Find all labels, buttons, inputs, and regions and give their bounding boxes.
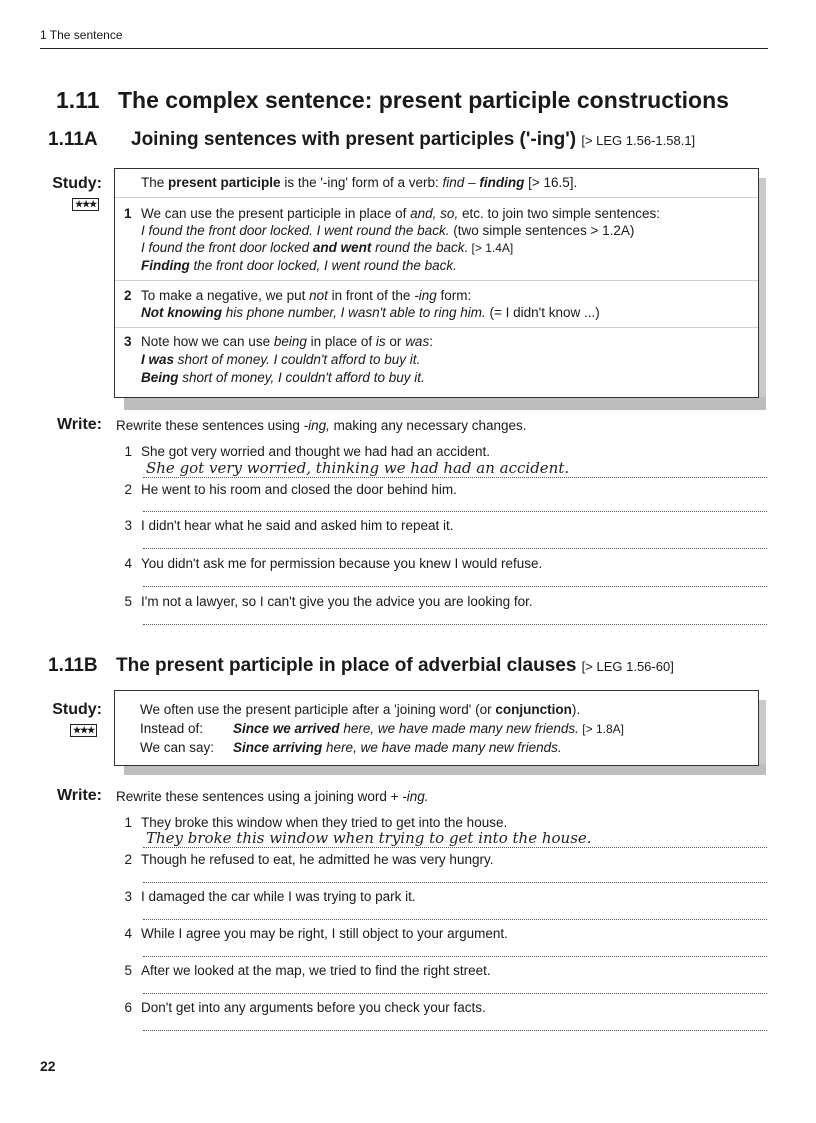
part-b-reference: [> LEG 1.56-60] xyxy=(581,659,674,674)
text-run: [> 1.4A] xyxy=(468,241,514,255)
text-run: here, we have made many new friends. xyxy=(339,721,579,736)
text-run: Since arriving xyxy=(233,740,323,755)
part-b-title-text: The present participle in place of adverbial clauses xyxy=(116,655,577,676)
answer-line[interactable] xyxy=(143,546,767,549)
intro-ex1: find xyxy=(442,175,465,190)
text-run: : xyxy=(429,334,433,349)
exercise-number: 1 xyxy=(124,815,132,830)
text-run: I found the front door locked xyxy=(141,240,313,255)
part-b-title xyxy=(116,655,674,677)
text-run: Since we arrived xyxy=(233,721,340,736)
text-run: form: xyxy=(436,288,472,303)
exercise-number: 3 xyxy=(124,889,132,904)
intro-line xyxy=(141,173,577,192)
text-run: (two simple sentences > 1.2A) xyxy=(449,223,635,238)
text-run: his phone number, I wasn't able to ring him. xyxy=(222,305,486,320)
exercise-prompt: He went to his room and closed the door behind him. xyxy=(141,482,457,497)
exercise-prompt: You didn't ask me for permission because you knew I would refuse. xyxy=(141,556,543,571)
part-a-number: 1.11A xyxy=(48,129,98,150)
exercise-prompt: I didn't hear what he said and asked him to repeat it. xyxy=(141,518,454,533)
answer-line[interactable] xyxy=(143,509,767,512)
study-b-line-2 xyxy=(233,719,624,739)
point-number-3: 3 xyxy=(124,334,132,349)
intro-mid: is the '-ing' form of a verb: xyxy=(280,175,443,190)
exercise-number: 1 xyxy=(124,444,132,459)
text-run: ). xyxy=(571,702,581,717)
study-b-line-3 xyxy=(233,738,562,757)
intro-ref: [> 16.5]. xyxy=(524,175,578,190)
text-run: I was xyxy=(141,352,175,367)
difficulty-stars-b xyxy=(70,720,97,738)
text-run: making any necessary changes. xyxy=(329,418,527,433)
study-b-line-3-label: We can say: xyxy=(140,740,215,755)
text-run: etc. to join two simple sentences: xyxy=(458,206,661,221)
text-run: We often use the present participle after a 'joining word' (or xyxy=(140,702,496,717)
star-rating-icon: ★★★ xyxy=(70,724,97,737)
exercise-number: 2 xyxy=(124,482,132,497)
text-run: Note how we can use xyxy=(141,334,274,349)
point-number-2: 2 xyxy=(124,288,132,303)
write-instruction-b xyxy=(116,787,429,806)
text-run: Rewrite these sentences using xyxy=(116,418,304,433)
answer-line[interactable] xyxy=(143,991,767,994)
intro-ex2: finding xyxy=(479,175,525,190)
answer-line[interactable] xyxy=(143,954,767,957)
text-run: in place of xyxy=(306,334,376,349)
text-run: the front door locked, I went round the back. xyxy=(189,258,457,273)
study-b-line-1 xyxy=(140,700,580,719)
exercise-prompt: Though he refused to eat, he admitted he was very hungry. xyxy=(141,852,494,867)
point-number-1: 1 xyxy=(124,206,132,221)
text-run: being xyxy=(273,334,307,349)
answer-line[interactable] xyxy=(143,1028,767,1031)
exercise-number: 6 xyxy=(124,1000,132,1015)
intro-dash: – xyxy=(464,175,480,190)
text-run: Finding xyxy=(141,258,190,273)
text-run: -ing. xyxy=(402,789,429,804)
header-rule xyxy=(40,48,768,49)
text-run: in front of the xyxy=(327,288,415,303)
text-run: here, we have made many new friends. xyxy=(322,740,562,755)
exercise-number: 4 xyxy=(124,926,132,941)
text-run: -ing, xyxy=(303,418,330,433)
text-run: (= I didn't know ...) xyxy=(485,305,600,320)
exercise-number: 5 xyxy=(124,963,132,978)
section-title: The complex sentence: present participle constructions xyxy=(118,87,729,113)
section-number: 1.11 xyxy=(56,87,100,113)
write-label-a: Write: xyxy=(56,416,102,433)
page-number: 22 xyxy=(40,1058,56,1074)
part-a-reference: [> LEG 1.56-1.58.1] xyxy=(581,133,696,148)
text-run: short of money, I couldn't afford to buy it. xyxy=(178,370,425,385)
text-run: and went xyxy=(312,240,372,255)
text-run: is xyxy=(375,334,386,349)
separator xyxy=(115,327,758,328)
exercise-prompt: Don't get into any arguments before you check your facts. xyxy=(141,1000,486,1015)
exercise-number: 5 xyxy=(124,594,132,609)
study-label-b: Study: xyxy=(52,701,102,718)
exercise-prompt: She got very worried and thought we had had an accident. xyxy=(141,444,490,459)
answer-line[interactable] xyxy=(143,584,767,587)
text-run: Being xyxy=(141,370,179,385)
separator xyxy=(115,197,758,198)
text-run: Rewrite these sentences using a joining word + xyxy=(116,789,403,804)
intro-term: present participle xyxy=(168,175,281,190)
write-instruction-a xyxy=(116,416,526,435)
part-a-title xyxy=(131,129,695,151)
handwritten-answer: They broke this window when trying to get into the house. xyxy=(146,829,592,847)
answer-line[interactable] xyxy=(143,917,767,920)
text-run: was xyxy=(405,334,430,349)
star-rating-icon: ★★★ xyxy=(72,198,99,211)
handwritten-answer: She got very worried, thinking we had had an accident. xyxy=(146,459,570,477)
text-run: -ing xyxy=(414,288,437,303)
box-shadow-bottom-a xyxy=(124,397,766,410)
exercise-prompt: I'm not a lawyer, so I can't give you the advice you are looking for. xyxy=(141,594,533,609)
point-1-example-3 xyxy=(141,256,457,275)
text-run: To make a negative, we put xyxy=(141,288,310,303)
exercise-number: 3 xyxy=(124,518,132,533)
part-b-number: 1.11B xyxy=(48,655,98,676)
answer-line[interactable] xyxy=(143,880,767,883)
exercise-prompt: I damaged the car while I was trying to park it. xyxy=(141,889,416,904)
exercise-prompt: After we looked at the map, we tried to find the right street. xyxy=(141,963,491,978)
exercise-prompt: They broke this window when they tried to get into the house. xyxy=(141,815,508,830)
write-label-b: Write: xyxy=(56,787,102,804)
text-run: Not knowing xyxy=(141,305,222,320)
text-run: short of money. I couldn't afford to buy it. xyxy=(174,352,421,367)
text-run: not xyxy=(309,288,328,303)
point-3-example-1 xyxy=(141,350,420,369)
text-run: or xyxy=(385,334,406,349)
separator xyxy=(115,280,758,281)
text-run: [> 1.8A] xyxy=(578,722,624,736)
exercise-number: 2 xyxy=(124,852,132,867)
study-b-line-2-label: Instead of: xyxy=(140,721,204,736)
text-run: round the back. xyxy=(371,240,469,255)
text-run: and, so, xyxy=(410,206,459,221)
study-label-a: Study: xyxy=(52,175,102,192)
point-3-lead xyxy=(141,332,433,351)
difficulty-stars-a xyxy=(72,194,99,212)
point-2-example-1 xyxy=(141,303,600,322)
exercise-number: 4 xyxy=(124,556,132,571)
point-1-example-2 xyxy=(141,238,513,258)
point-3-example-2 xyxy=(141,368,425,387)
running-head: 1 The sentence xyxy=(40,28,123,42)
text-run: I found the front door locked. I went round the back. xyxy=(141,223,450,238)
part-a-title-text: Joining sentences with present participles ('-ing') xyxy=(131,129,577,150)
exercise-prompt: While I agree you may be right, I still object to your argument. xyxy=(141,926,508,941)
intro-pre: The xyxy=(141,175,169,190)
answer-line[interactable] xyxy=(143,622,767,625)
text-run: conjunction xyxy=(495,702,572,717)
text-run: We can use the present participle in place of xyxy=(141,206,411,221)
